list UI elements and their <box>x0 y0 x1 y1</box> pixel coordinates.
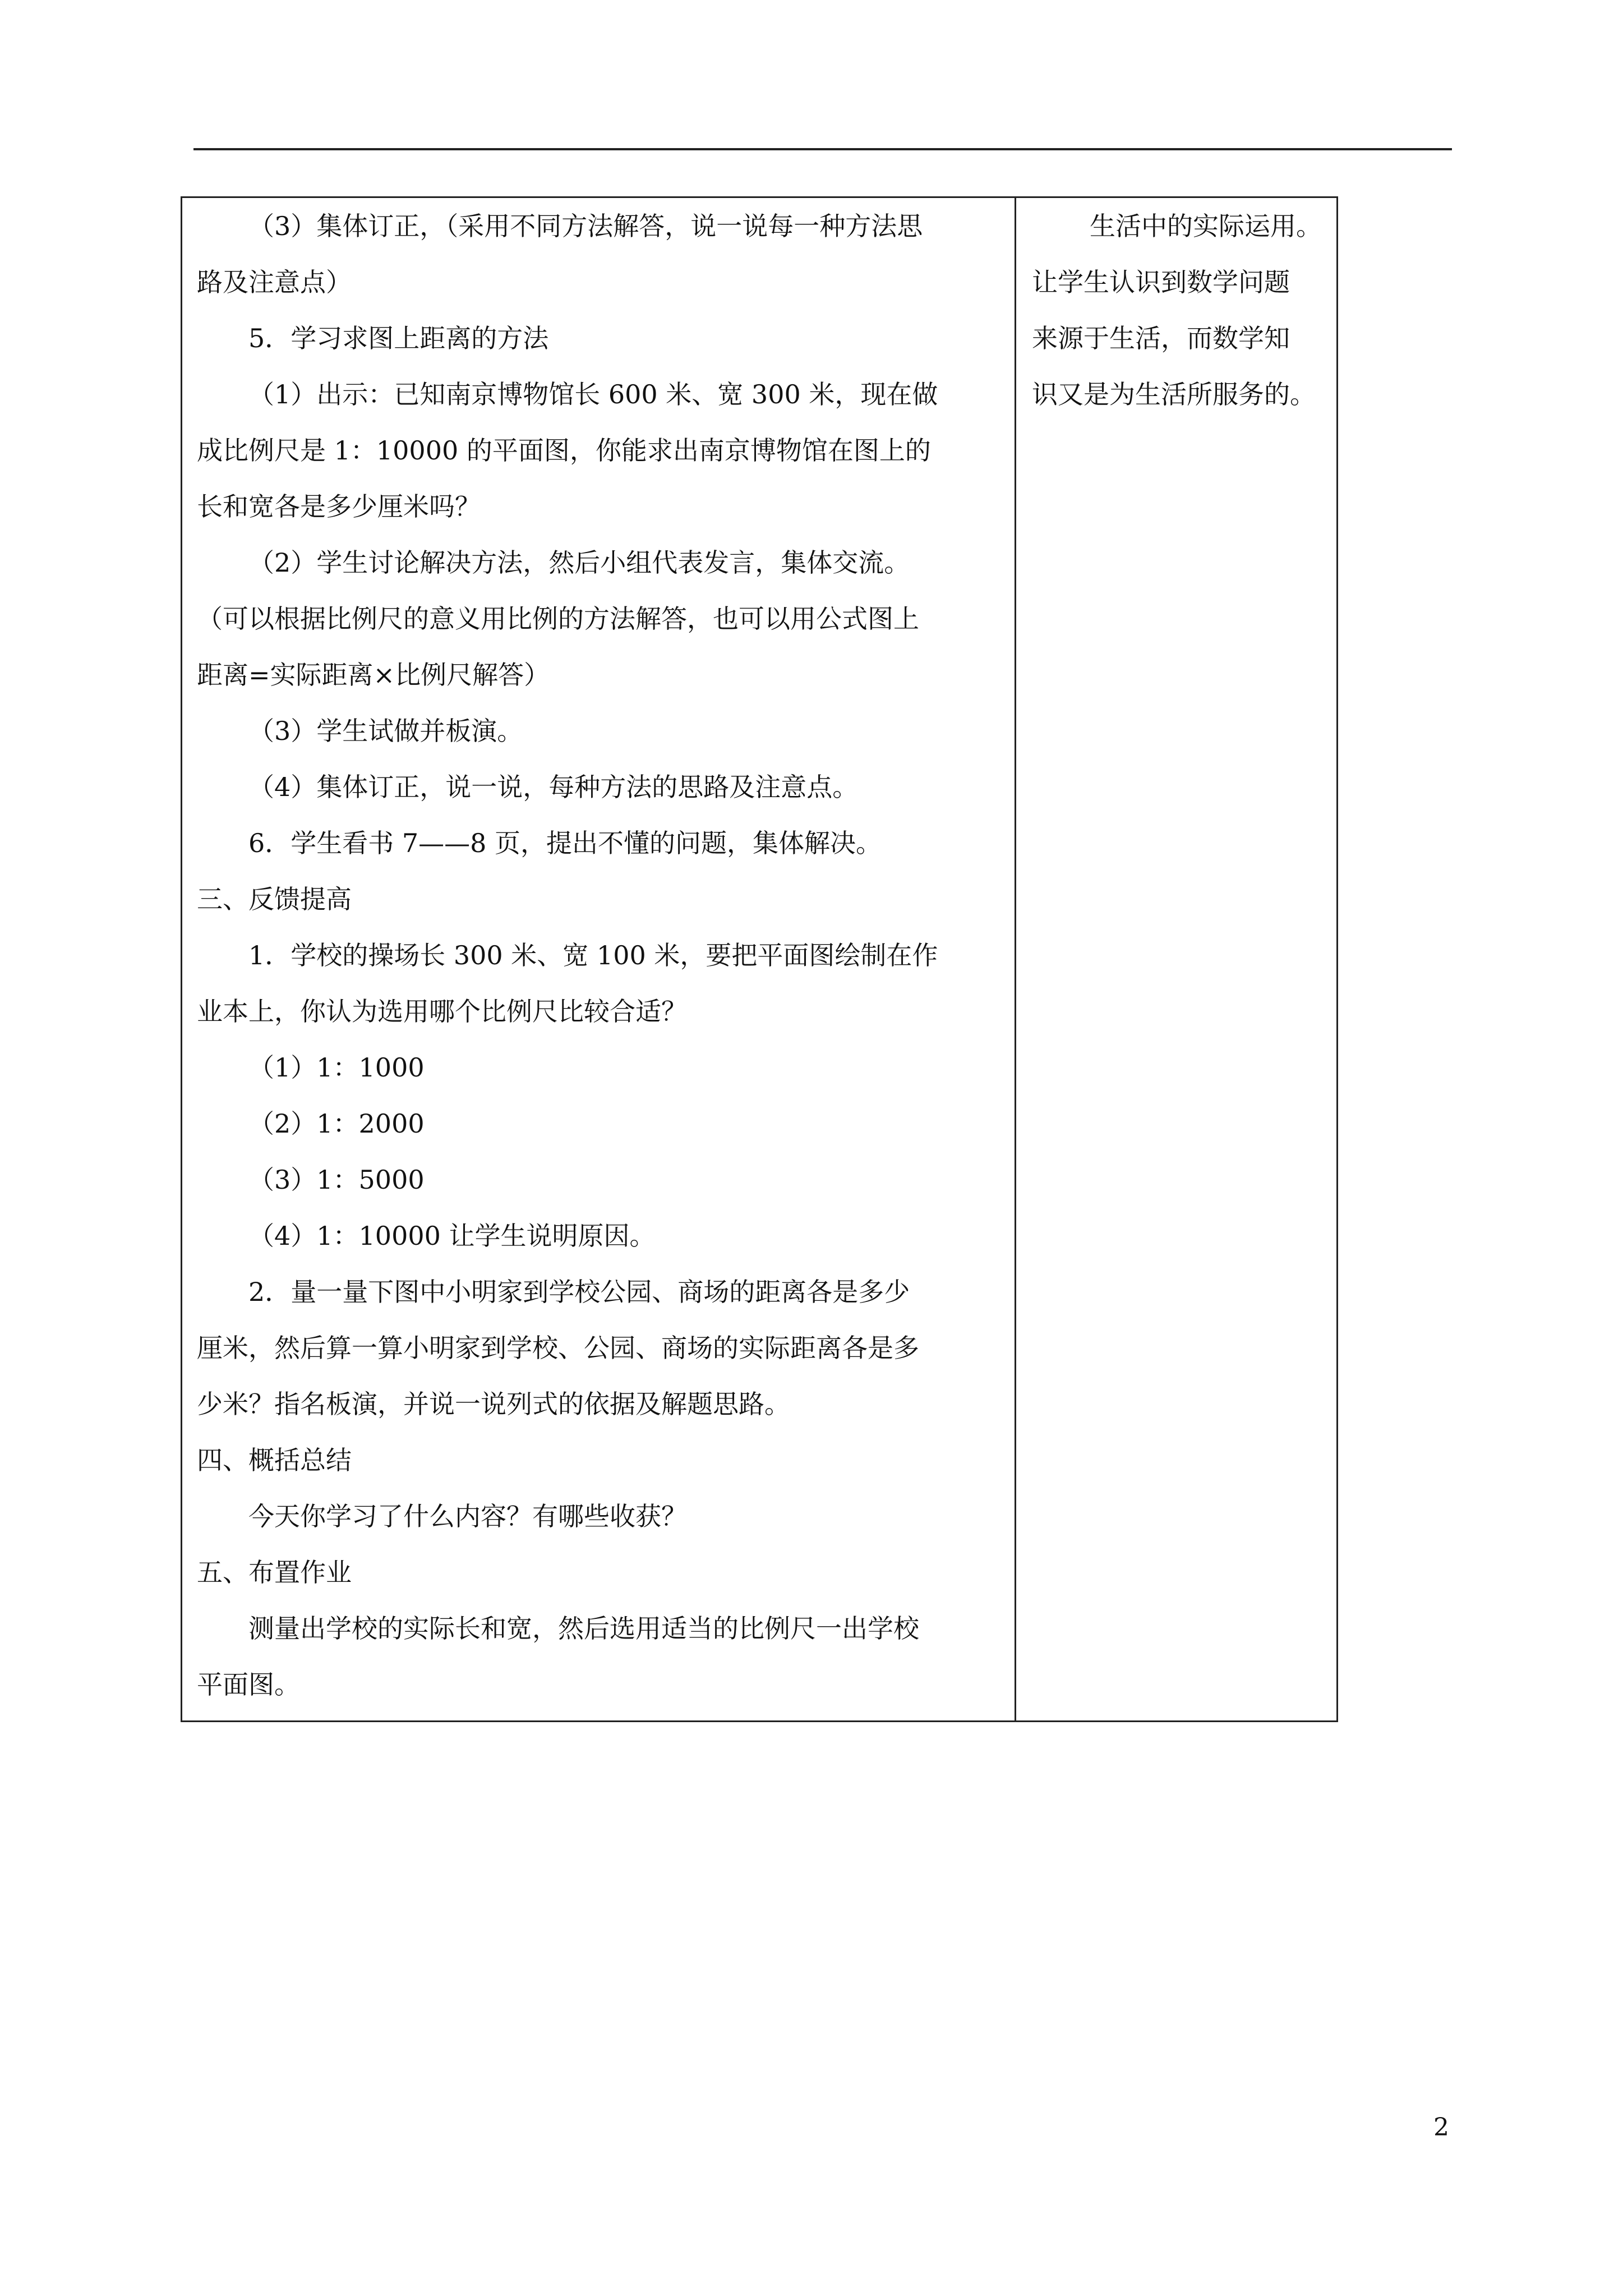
note-line: 识又是为生活所服务的。 <box>1032 379 1316 409</box>
main-content-column <box>182 198 1016 1720</box>
main-line: 2．量一量下图中小明家到学校公园、商场的距离各是多少 <box>248 1277 910 1307</box>
notes-column <box>1016 198 1336 1720</box>
main-line: （2）学生讨论解决方法，然后小组代表发言，集体交流。 <box>248 547 910 578</box>
option-line: （4）1：10000 让学生说明原因。 <box>248 1221 656 1251</box>
option-line: （1）1：1000 <box>248 1052 425 1083</box>
main-line: （3）集体订正，（采用不同方法解答，说一说每一种方法思 <box>248 211 923 241</box>
section-heading: 五、布置作业 <box>197 1557 352 1588</box>
note-line: 来源于生活，而数学知 <box>1032 323 1290 353</box>
lesson-table <box>181 196 1338 1722</box>
main-line: 长和宽各是多少厘米吗？ <box>197 491 481 522</box>
main-line: 少米？指名板演，并说一说列式的依据及解题思路。 <box>197 1389 790 1419</box>
section-heading: 三、反馈提高 <box>197 884 352 914</box>
note-line: 让学生认识到数学问题 <box>1032 267 1290 297</box>
main-line: （4）集体订正，说一说，每种方法的思路及注意点。 <box>248 772 859 802</box>
page-number: 2 <box>1433 2113 1449 2142</box>
main-line: （1）出示：已知南京博物馆长 600 米、宽 300 米，现在做 <box>248 379 938 409</box>
header-rule <box>193 148 1452 150</box>
main-line: 业本上，你认为选用哪个比例尺比较合适？ <box>197 996 687 1027</box>
main-line: 今天你学习了什么内容？有哪些收获？ <box>248 1501 687 1531</box>
section-heading: 5．学习求图上距离的方法 <box>248 323 549 353</box>
main-line: 成比例尺是 1：10000 的平面图，你能求出南京博物馆在图上的 <box>197 435 931 466</box>
option-line: （2）1：2000 <box>248 1108 425 1139</box>
main-line: 厘米，然后算一算小明家到学校、公园、商场的实际距离各是多 <box>197 1333 919 1363</box>
main-line: 距离=实际距离×比例尺解答） <box>197 660 550 690</box>
main-line: 测量出学校的实际长和宽，然后选用适当的比例尺一出学校 <box>248 1613 919 1644</box>
main-line: （可以根据比例尺的意义用比例的方法解答，也可以用公式图上 <box>197 604 919 634</box>
option-line: （3）1：5000 <box>248 1165 425 1195</box>
main-line: 平面图。 <box>197 1669 300 1700</box>
main-line: （3）学生试做并板演。 <box>248 716 523 746</box>
section-heading: 四、概括总结 <box>197 1445 352 1475</box>
main-line: 6．学生看书 7——8 页，提出不懂的问题，集体解决。 <box>248 828 882 858</box>
main-line: 1．学校的操场长 300 米、宽 100 米，要把平面图绘制在作 <box>248 940 938 970</box>
main-line: 路及注意点） <box>197 267 352 297</box>
note-line: 生活中的实际运用。 <box>1090 211 1322 241</box>
